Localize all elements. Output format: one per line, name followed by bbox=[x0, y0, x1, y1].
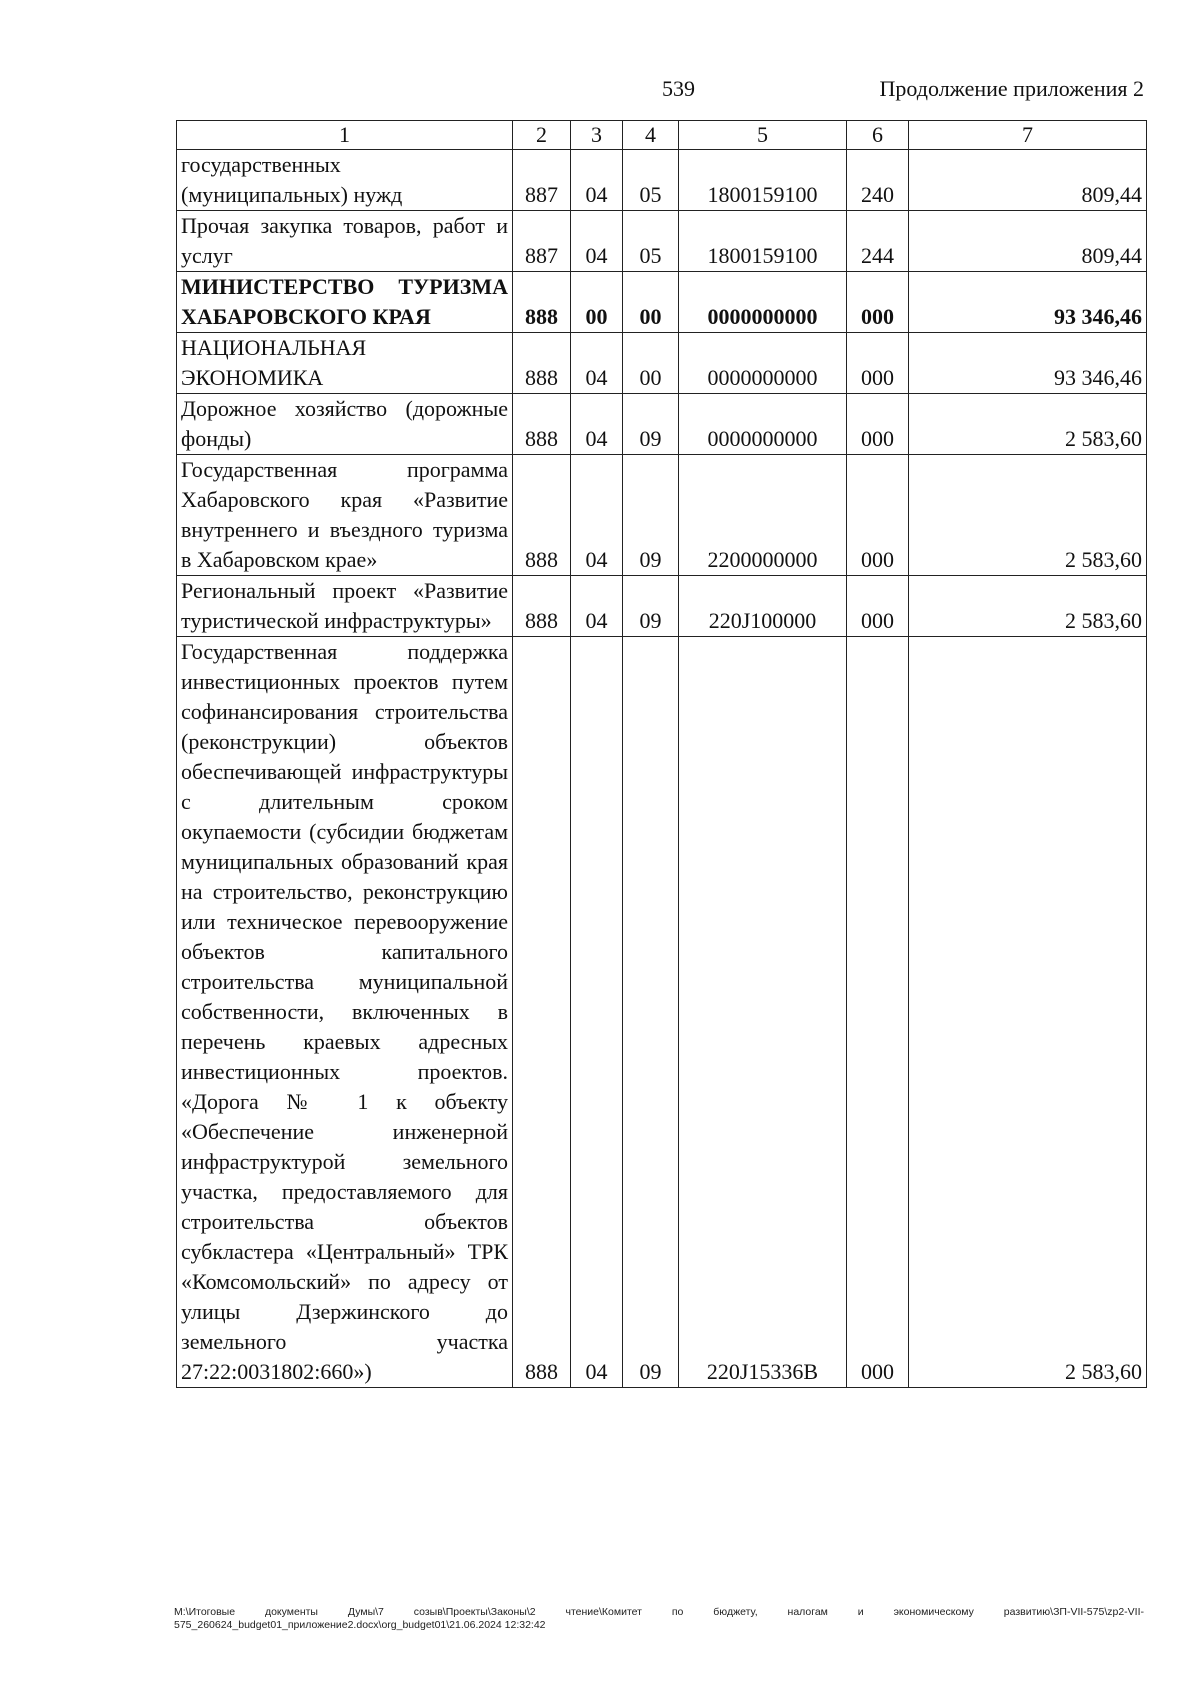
cell-section: 04 bbox=[571, 394, 623, 455]
cell-ministry-code: 888 bbox=[513, 637, 571, 1388]
cell-target-code: 1800159100 bbox=[679, 150, 847, 211]
table-row bbox=[177, 150, 1147, 211]
row-name: Государственная поддержка инвестиционных проектов путем софинансирования строительства (реконструкции) объектов обеспечивающей инфраструктуры с длительным сроком окупаемости (субсидии бюджетам муниципальных образований края на строительство, реконструкцию или техническое перевооружение объектов капитального строительства муниципальной собственности, включенных в перечень краевых адресных инвестиционных проектов. «Дорога № 1 к объекту «Обеспечение инженерной инфраструктурой земельного участка, предоставляемого для строительства объектов субкластера «Центральный» ТРК «Комсомольский» по адресу от улицы Дзержинского до земельного участка 27:22:0031802:660») bbox=[177, 637, 513, 1388]
cell-amount: 93 346,46 bbox=[909, 272, 1147, 333]
page-number: 539 bbox=[662, 76, 695, 101]
table-row bbox=[177, 576, 1147, 637]
cell-amount: 809,44 bbox=[909, 150, 1147, 211]
table-row bbox=[177, 272, 1147, 333]
cell-subsection: 09 bbox=[623, 455, 679, 576]
cell-target-code: 220J15336В bbox=[679, 637, 847, 1388]
cell-amount: 2 583,60 bbox=[909, 394, 1147, 455]
cell-expense-type: 000 bbox=[847, 576, 909, 637]
file-path-footer: M:\Итоговые документы Думы\7 созыв\Проекты\Законы\2 чтение\Комитет по бюджету, налогам и экономическому развитию\ЗП-VII-575\zp2-VII-575_260624_budget01_приложение2.docx\org_budget01\21.06.2024 12:32:42 bbox=[174, 1606, 1144, 1631]
cell-amount: 93 346,46 bbox=[909, 333, 1147, 394]
cell-section: 04 bbox=[571, 150, 623, 211]
cell-ministry-code: 888 bbox=[513, 333, 571, 394]
cell-ministry-code: 888 bbox=[513, 394, 571, 455]
cell-subsection: 09 bbox=[623, 576, 679, 637]
row-name: МИНИСТЕРСТВО ТУРИЗМА ХАБАРОВСКОГО КРАЯ bbox=[177, 272, 513, 333]
cell-section: 04 bbox=[571, 637, 623, 1388]
column-header: 7 bbox=[909, 121, 1147, 150]
cell-amount: 2 583,60 bbox=[909, 576, 1147, 637]
row-name: НАЦИОНАЛЬНАЯ ЭКОНОМИКА bbox=[177, 333, 513, 394]
cell-amount: 2 583,60 bbox=[909, 637, 1147, 1388]
cell-target-code: 0000000000 bbox=[679, 272, 847, 333]
cell-subsection: 05 bbox=[623, 150, 679, 211]
cell-subsection: 09 bbox=[623, 637, 679, 1388]
budget-table bbox=[176, 120, 1147, 1388]
cell-subsection: 00 bbox=[623, 333, 679, 394]
row-name: Государственная программа Хабаровского края «Развитие внутреннего и въездного туризма в Хабаровском крае» bbox=[177, 455, 513, 576]
cell-ministry-code: 888 bbox=[513, 576, 571, 637]
cell-amount: 2 583,60 bbox=[909, 455, 1147, 576]
table-row bbox=[177, 394, 1147, 455]
table-header-row bbox=[177, 121, 1147, 150]
row-name: Прочая закупка товаров, работ и услуг bbox=[177, 211, 513, 272]
cell-target-code: 1800159100 bbox=[679, 211, 847, 272]
cell-section: 04 bbox=[571, 455, 623, 576]
column-header: 3 bbox=[571, 121, 623, 150]
table-row bbox=[177, 455, 1147, 576]
cell-section: 04 bbox=[571, 333, 623, 394]
column-header: 2 bbox=[513, 121, 571, 150]
cell-section: 00 bbox=[571, 272, 623, 333]
column-header: 1 bbox=[177, 121, 513, 150]
cell-section: 04 bbox=[571, 211, 623, 272]
cell-subsection: 09 bbox=[623, 394, 679, 455]
cell-target-code: 0000000000 bbox=[679, 394, 847, 455]
cell-subsection: 00 bbox=[623, 272, 679, 333]
cell-expense-type: 000 bbox=[847, 333, 909, 394]
row-name: государственных (муниципальных) нужд bbox=[177, 150, 513, 211]
column-header: 5 bbox=[679, 121, 847, 150]
row-name: Региональный проект «Развитие туристической инфраструктуры» bbox=[177, 576, 513, 637]
cell-ministry-code: 888 bbox=[513, 455, 571, 576]
cell-target-code: 2200000000 bbox=[679, 455, 847, 576]
cell-section: 04 bbox=[571, 576, 623, 637]
cell-expense-type: 000 bbox=[847, 272, 909, 333]
table-row bbox=[177, 637, 1147, 1388]
cell-ministry-code: 888 bbox=[513, 272, 571, 333]
table-row bbox=[177, 211, 1147, 272]
row-name: Дорожное хозяйство (дорожные фонды) bbox=[177, 394, 513, 455]
table-row bbox=[177, 333, 1147, 394]
column-header: 6 bbox=[847, 121, 909, 150]
cell-ministry-code: 887 bbox=[513, 150, 571, 211]
cell-expense-type: 000 bbox=[847, 637, 909, 1388]
cell-expense-type: 240 bbox=[847, 150, 909, 211]
cell-amount: 809,44 bbox=[909, 211, 1147, 272]
cell-expense-type: 000 bbox=[847, 455, 909, 576]
cell-ministry-code: 887 bbox=[513, 211, 571, 272]
column-header: 4 bbox=[623, 121, 679, 150]
appendix-continuation-label: Продолжение приложения 2 bbox=[879, 76, 1144, 101]
cell-target-code: 0000000000 bbox=[679, 333, 847, 394]
cell-subsection: 05 bbox=[623, 211, 679, 272]
cell-expense-type: 244 bbox=[847, 211, 909, 272]
cell-target-code: 220J100000 bbox=[679, 576, 847, 637]
cell-expense-type: 000 bbox=[847, 394, 909, 455]
